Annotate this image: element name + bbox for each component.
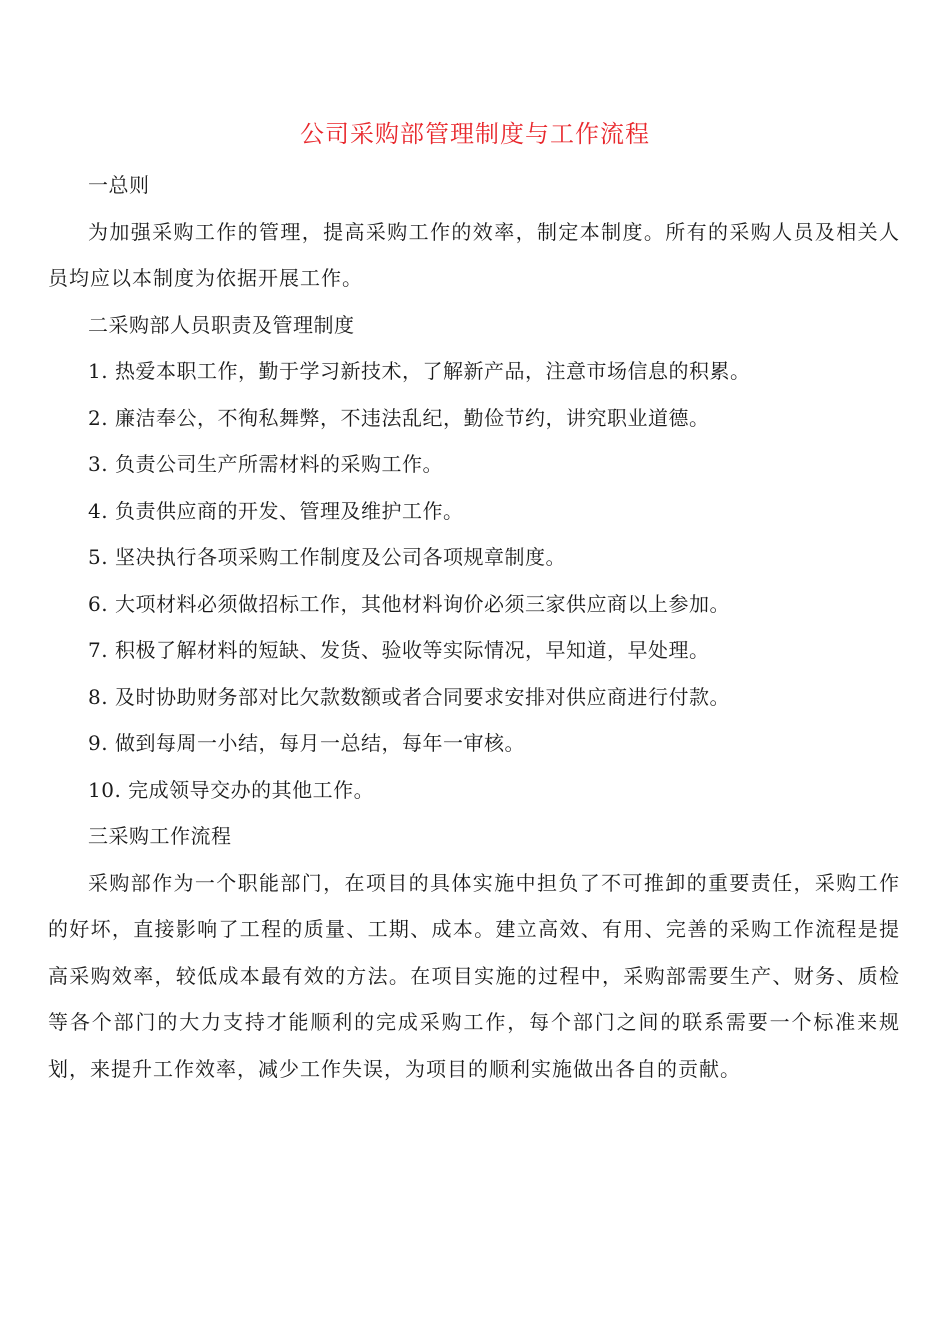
duty-item: 10. 完成领导交办的其他工作。 — [88, 777, 375, 802]
duty-item: 6. 大项材料必须做招标工作，其他材料询价必须三家供应商以上参加。 — [88, 591, 730, 616]
duty-item: 5. 坚决执行各项采购工作制度及公司各项规章制度。 — [88, 545, 566, 569]
general-paragraph: 为加强采购工作的管理，提高采购工作的效率，制定本制度。所有的采购人员及相关人员均应以本制度为依据开展工作。 — [48, 219, 900, 290]
section-heading-workflow: 三采购工作流程 — [88, 824, 232, 848]
duty-item: 1. 热爱本职工作，勤于学习新技术，了解新产品，注意市场信息的积累。 — [88, 359, 751, 383]
document-body — [48, 162, 900, 1092]
workflow-paragraph: 采购部作为一个职能部门，在项目的具体实施中担负了不可推卸的重要责任，采购工作的好坏，直接影响了工程的质量、工期、成本。建立高效、有用、完善的采购工作流程是提高采购效率，较低成本最有效的方法。在项目实施的过程中，采购部需要生产、财务、质检等各个部门的大力支持才能顺利的完成采购工作，每个部门之间的联系需要一个标准来规划，来提升工作效率，减少工作失误，为项目的顺利实施做出各自的贡献。 — [48, 870, 900, 1081]
duty-item: 2. 廉洁奉公，不徇私舞弊，不违法乱纪，勤俭节约，讲究职业道德。 — [88, 405, 710, 430]
duty-item: 7. 积极了解材料的短缺、发货、验收等实际情况，早知道，早处理。 — [88, 638, 710, 662]
duty-item: 3. 负责公司生产所需材料的采购工作。 — [88, 452, 443, 476]
duty-item: 9. 做到每周一小结，每月一总结，每年一审核。 — [88, 731, 525, 755]
duty-item: 8. 及时协助财务部对比欠款数额或者合同要求安排对供应商进行付款。 — [88, 684, 730, 709]
duty-item: 4. 负责供应商的开发、管理及维护工作。 — [88, 498, 464, 523]
section-heading-duties: 二采购部人员职责及管理制度 — [88, 312, 355, 337]
document-title: 公司采购部管理制度与工作流程 — [300, 120, 650, 148]
section-heading-general: 一总则 — [88, 173, 150, 197]
